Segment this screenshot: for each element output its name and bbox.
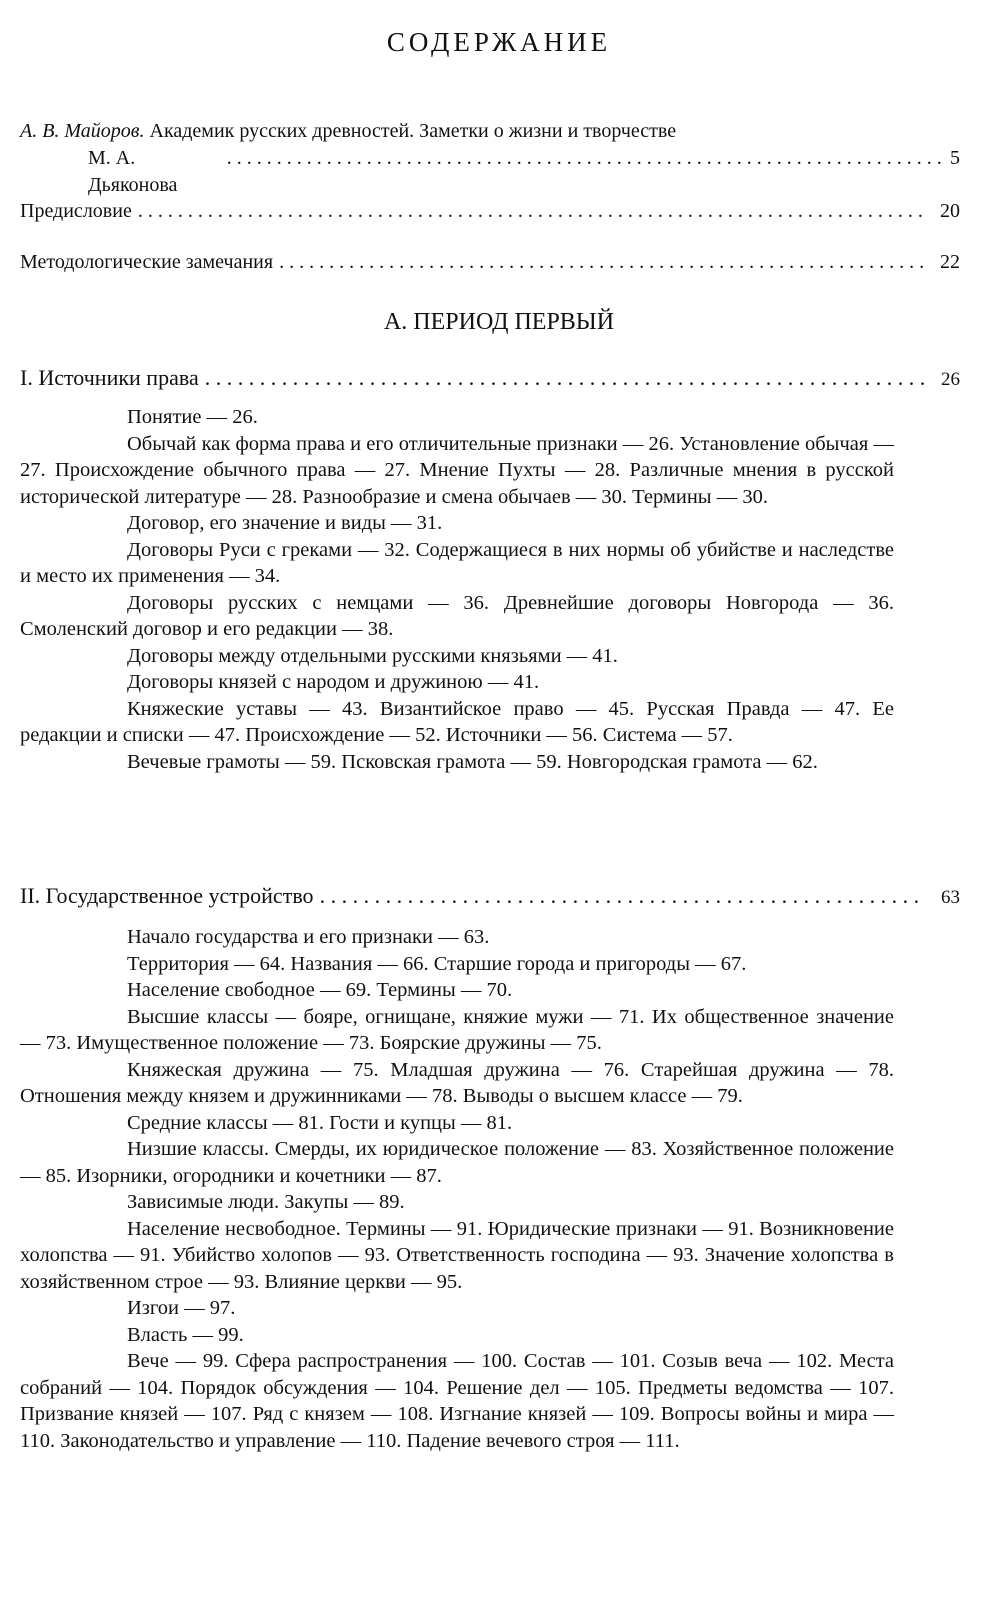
toc-paragraph: Низшие классы. Смерды, их юридическое положение — 83. Хозяйственное положение — 85. Изорники, огородники и кочетники — 87. [20, 1138, 894, 1187]
toc-entry-intro [20, 118, 960, 199]
toc-paragraph: Договоры между отдельными русскими князьями — 41. [127, 644, 618, 667]
chapter-label: II. Государственное устройство [20, 883, 314, 908]
leader-dots [205, 364, 924, 392]
intro-author: А. В. Майоров. [20, 120, 145, 142]
toc-paragraph: Средние классы — 81. Гости и купцы — 81. [127, 1111, 513, 1134]
chapter-label: I. Источники права [20, 365, 199, 390]
toc-paragraph: Вечевые грамоты — 59. Псковская грамота — 59. Новгородская грамота — 62. [127, 750, 818, 773]
toc-entry-method [20, 249, 960, 276]
toc-paragraph: Княжеская дружина — 75. Младшая дружина — 76. Старейшая дружина — 78. Отношения между князем и дружинниками — 78. Выводы о высшем классе — 79. [20, 1058, 894, 1107]
toc-paragraph: Договор, его значение и виды — 31. [127, 512, 443, 534]
intro-title: Академик русских древностей. Заметки о жизни и творчестве [149, 120, 677, 142]
toc-paragraph: Население свободное — 69. Термины — 70. [127, 979, 513, 1001]
intro-title-cont: М. А. Дьяконова [88, 147, 178, 196]
leader-dots [279, 249, 924, 276]
toc-paragraph: Начало государства и его признаки — 63. [127, 926, 490, 948]
chapter-1-heading [20, 364, 960, 394]
entry-label: Предисловие [20, 200, 132, 222]
toc-entry-preface [20, 198, 960, 225]
intro-line-1 [20, 118, 960, 145]
toc-paragraph: Договоры князей с народом и дружиною — 41. [127, 671, 540, 693]
toc-paragraph: Обычай как форма права и его отличительные признаки — 26. Установление обычая — 27. Происхождение обычного права — 27. Мнение Пухты — 28. Различные мнения в русской исторической литературе — 28. Разнообразие и смена обычаев — 30. Термины — 30. [20, 432, 894, 508]
toc-paragraph: Вече — 99. Сфера распространения — 100. Состав — 101. Созыв веча — 102. Места собраний — 104. Порядок обсуждения — 104. Решение дел — 105. Предметы ведомства — 107. Призвание князей — 107. Ряд с князем — 108. Изгнание князей — 109. Вопросы войны и мира — 110. Законодательство и управление — 110. Падение вечевого строя — 111. [20, 1350, 894, 1452]
toc-paragraph: Договоры Руси с греками — 32. Содержащиеся в них нормы об убийстве и наследстве и место их применения — 34. [20, 538, 894, 587]
page-title: СОДЕРЖАНИЕ [386, 27, 612, 57]
leader-dots [138, 198, 924, 225]
leader-dots [227, 145, 944, 172]
toc-paragraph: Княжеские уставы — 43. Византийское право — 45. Русская Правда — 47. Ее редакции и списки — 47. Происхождение — 52. Источники — 56. Система — 57. [20, 697, 894, 746]
chapter-2-contents [20, 924, 894, 1454]
chapter-1-contents [20, 404, 894, 775]
entry-page-number: 22 [940, 251, 960, 273]
toc-paragraph: Территория — 64. Названия — 66. Старшие города и пригороды — 67. [127, 952, 747, 975]
section-heading-a: А. ПЕРИОД ПЕРВЫЙ [383, 309, 615, 335]
toc-paragraph: Население несвободное. Термины — 91. Юридические признаки — 91. Возникновение холопства — 91. Убийство холопов — 93. Ответственность господина — 93. Значение холопства в хозяйственном строе — 93. Влияние церкви — 95. [20, 1217, 894, 1293]
entry-label: Методологические замечания [20, 251, 274, 273]
toc-paragraph: Власть — 99. [127, 1323, 244, 1346]
chapter-page-number: 63 [941, 887, 960, 908]
chapter-page-number: 26 [941, 369, 960, 390]
leader-dots [320, 882, 924, 910]
toc-paragraph: Высшие классы — бояре, огнищане, княжие мужи — 71. Их общественное значение — 73. Имущественное положение — 73. Боярские дружины — 75. [20, 1005, 894, 1054]
chapter-2-heading [20, 882, 960, 912]
toc-paragraph: Понятие — 26. [127, 406, 258, 428]
toc-paragraph: Изгои — 97. [127, 1297, 236, 1319]
intro-page-number: 5 [950, 147, 960, 169]
entry-page-number: 20 [940, 200, 960, 222]
toc-paragraph: Договоры русских с немцами — 36. Древнейшие договоры Новгорода — 36. Смоленский договор и его редакции — 38. [20, 591, 894, 640]
intro-line-2 [20, 145, 960, 199]
toc-paragraph: Зависимые люди. Закупы — 89. [127, 1191, 405, 1213]
